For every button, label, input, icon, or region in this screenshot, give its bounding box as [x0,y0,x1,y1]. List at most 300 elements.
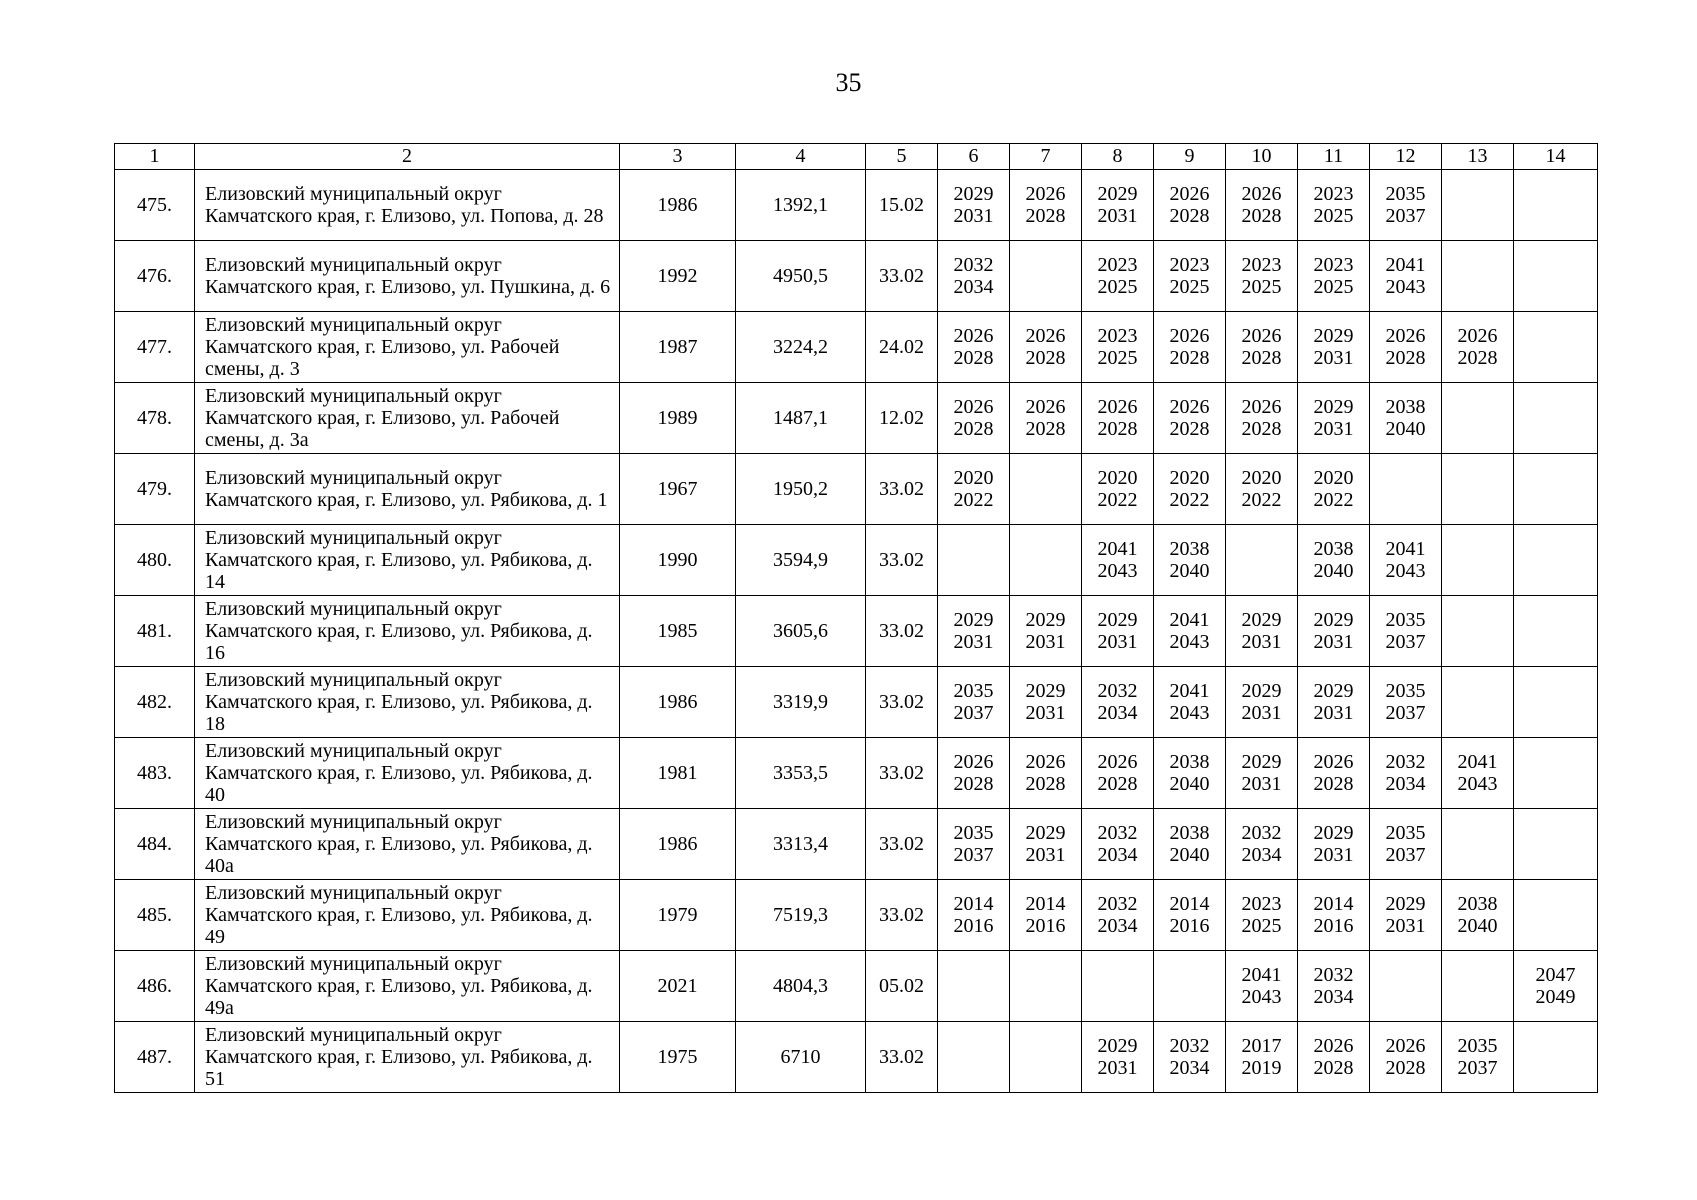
period-end-year: 2028 [1025,205,1066,227]
area-cell: 4804,3 [736,951,866,1022]
code-cell: 05.02 [866,951,938,1022]
period-start-year: 2041 [1385,254,1426,276]
period-start-year: 2029 [1313,396,1354,418]
period-start-year: 2029 [1097,183,1138,205]
period-cell [1298,596,1370,667]
year-built-cell: 1990 [620,525,736,596]
period-end-year: 2037 [953,702,994,724]
period-start-year: 2026 [1097,751,1138,773]
period-end-year: 2022 [1169,489,1210,511]
period-start-year: 2029 [1241,609,1282,631]
table-row [115,525,1598,596]
row-number-cell: 486. [115,951,195,1022]
period-end-year: 2040 [1385,418,1426,440]
period-cell [1082,170,1154,241]
period-end-year: 2025 [1169,276,1210,298]
period-end-year: 2028 [953,347,994,369]
period-cell [1226,951,1298,1022]
period-end-year: 2028 [1169,205,1210,227]
area-cell: 3224,2 [736,312,866,383]
period-cell [938,454,1010,525]
period-cell [1226,667,1298,738]
period-end-year: 2031 [1313,702,1354,724]
period-end-year: 2043 [1169,631,1210,653]
period-start-year: 2032 [1385,751,1426,773]
period-start-year: 2026 [1169,396,1210,418]
period-start-year: 2038 [1169,538,1210,560]
period-start-year: 2026 [1025,325,1066,347]
period-cell [1010,170,1082,241]
period-start-year: 2026 [1025,183,1066,205]
period-start-year: 2014 [1025,893,1066,915]
period-start-year: 2029 [1313,822,1354,844]
year-built-cell: 1967 [620,454,736,525]
period-end-year: 2022 [1241,489,1282,511]
page-number: 35 [835,68,862,97]
table-row [115,667,1598,738]
period-cell [938,738,1010,809]
period-end-year: 2022 [953,489,994,511]
period-end-year: 2034 [1097,915,1138,937]
period-start-year: 2041 [1169,609,1210,631]
period-cell [1514,880,1598,951]
period-start-year: 2029 [1313,325,1354,347]
period-start-year: 2023 [1313,254,1354,276]
period-end-year: 2037 [1385,702,1426,724]
period-end-year: 2028 [1241,347,1282,369]
code-cell: 33.02 [866,738,938,809]
period-start-year: 2023 [1313,183,1354,205]
period-cell [1370,454,1442,525]
year-built-cell: 1986 [620,170,736,241]
period-cell [1226,596,1298,667]
period-end-year: 2031 [1097,631,1138,653]
period-start-year: 2035 [1457,1035,1498,1057]
year-built-cell: 1992 [620,241,736,312]
year-built-cell: 1989 [620,383,736,454]
period-cell [1442,738,1514,809]
period-end-year: 2040 [1169,560,1210,582]
period-start-year: 2029 [1025,680,1066,702]
period-cell [1442,951,1514,1022]
period-end-year: 2031 [1241,773,1282,795]
period-cell [1442,596,1514,667]
period-end-year: 2028 [1385,1057,1426,1079]
period-cell [1226,525,1298,596]
period-start-year: 2032 [1097,680,1138,702]
period-end-year: 2031 [1097,1057,1138,1079]
period-end-year: 2031 [1241,631,1282,653]
period-cell [1154,809,1226,880]
period-end-year: 2031 [1025,631,1066,653]
period-cell [1442,383,1514,454]
period-start-year: 2029 [1025,822,1066,844]
period-cell [1010,738,1082,809]
period-cell [1442,809,1514,880]
row-number-cell: 475. [115,170,195,241]
period-end-year: 2043 [1385,560,1426,582]
period-start-year: 2023 [1169,254,1210,276]
period-start-year: 2032 [1169,1035,1210,1057]
period-end-year: 2022 [1097,489,1138,511]
period-end-year: 2031 [953,631,994,653]
period-start-year: 2026 [1457,325,1498,347]
address-cell: Елизовский муниципальный округ Камчатского края, г. Елизово, ул. Рябикова, д. 49а [195,951,620,1022]
period-end-year: 2028 [1241,418,1282,440]
column-header: 12 [1370,144,1442,170]
period-start-year: 2023 [1241,893,1282,915]
column-header: 5 [866,144,938,170]
period-end-year: 2037 [1385,205,1426,227]
area-cell: 3353,5 [736,738,866,809]
period-cell [1082,880,1154,951]
period-start-year: 2026 [1025,396,1066,418]
period-cell [1082,312,1154,383]
area-cell: 6710 [736,1022,866,1093]
period-end-year: 2034 [1313,986,1354,1008]
period-cell [1298,525,1370,596]
address-cell: Елизовский муниципальный округ Камчатского края, г. Елизово, ул. Рябикова, д. 49 [195,880,620,951]
period-cell [1010,880,1082,951]
period-cell [1514,241,1598,312]
period-cell [1010,241,1082,312]
period-cell [1442,667,1514,738]
period-start-year: 2020 [1169,467,1210,489]
period-cell [1226,809,1298,880]
period-start-year: 2035 [953,680,994,702]
period-cell [1298,312,1370,383]
period-cell [1082,525,1154,596]
address-cell: Елизовский муниципальный округ Камчатского края, г. Елизово, ул. Рабочей смены, д. 3 [195,312,620,383]
period-end-year: 2028 [1457,347,1498,369]
table-row [115,312,1598,383]
period-end-year: 2043 [1097,560,1138,582]
period-cell [938,312,1010,383]
period-cell [1154,383,1226,454]
period-cell [1514,454,1598,525]
period-start-year: 2032 [1097,822,1138,844]
year-built-cell: 1986 [620,667,736,738]
period-cell [1442,241,1514,312]
period-cell [1370,525,1442,596]
period-end-year: 2025 [1313,276,1354,298]
column-header: 7 [1010,144,1082,170]
period-cell [1154,241,1226,312]
period-cell [1442,454,1514,525]
period-end-year: 2034 [1097,702,1138,724]
period-cell [1370,241,1442,312]
year-built-cell: 1981 [620,738,736,809]
period-end-year: 2034 [1385,773,1426,795]
period-cell [1082,951,1154,1022]
row-number-cell: 482. [115,667,195,738]
period-end-year: 2028 [1385,347,1426,369]
period-cell [1442,880,1514,951]
period-end-year: 2019 [1241,1057,1282,1079]
period-start-year: 2029 [953,609,994,631]
period-end-year: 2025 [1313,205,1354,227]
period-end-year: 2031 [1025,702,1066,724]
period-cell [938,809,1010,880]
period-cell [1226,383,1298,454]
column-header: 13 [1442,144,1514,170]
period-cell [1082,738,1154,809]
code-cell: 15.02 [866,170,938,241]
period-cell [1514,312,1598,383]
row-number-cell: 477. [115,312,195,383]
column-header: 4 [736,144,866,170]
period-cell [1010,596,1082,667]
header-row [115,144,1598,170]
period-cell [1154,525,1226,596]
period-cell [1514,809,1598,880]
period-end-year: 2031 [1025,844,1066,866]
period-cell [938,951,1010,1022]
period-cell [938,596,1010,667]
period-cell [1370,738,1442,809]
code-cell: 33.02 [866,525,938,596]
period-cell [1442,525,1514,596]
period-start-year: 2023 [1097,325,1138,347]
address-cell: Елизовский муниципальный округ Камчатского края, г. Елизово, ул. Попова, д. 28 [195,170,620,241]
period-cell [1442,312,1514,383]
code-cell: 24.02 [866,312,938,383]
period-end-year: 2025 [1241,915,1282,937]
period-start-year: 2026 [953,325,994,347]
address-cell: Елизовский муниципальный округ Камчатского края, г. Елизово, ул. Рябикова, д. 14 [195,525,620,596]
period-cell [938,241,1010,312]
address-cell: Елизовский муниципальный округ Камчатского края, г. Елизово, ул. Рябикова, д. 51 [195,1022,620,1093]
period-start-year: 2026 [1313,1035,1354,1057]
period-start-year: 2038 [1169,822,1210,844]
row-number-cell: 484. [115,809,195,880]
period-end-year: 2028 [953,418,994,440]
period-cell [1298,809,1370,880]
period-cell [1514,525,1598,596]
period-cell [1154,1022,1226,1093]
period-cell [1514,951,1598,1022]
period-end-year: 2031 [1313,631,1354,653]
period-cell [1010,809,1082,880]
period-end-year: 2031 [1385,915,1426,937]
period-cell [1370,170,1442,241]
area-cell: 3313,4 [736,809,866,880]
period-cell [1226,880,1298,951]
period-cell [1514,1022,1598,1093]
period-start-year: 2041 [1241,964,1282,986]
period-start-year: 2023 [1241,254,1282,276]
period-end-year: 2037 [1457,1057,1498,1079]
address-cell: Елизовский муниципальный округ Камчатского края, г. Елизово, ул. Рябикова, д. 1 [195,454,620,525]
period-start-year: 2020 [1241,467,1282,489]
period-end-year: 2028 [1313,773,1354,795]
period-end-year: 2031 [1313,844,1354,866]
area-cell: 3594,9 [736,525,866,596]
period-cell [1154,951,1226,1022]
period-cell [1082,241,1154,312]
table-row [115,383,1598,454]
period-start-year: 2029 [1097,609,1138,631]
period-cell [1154,880,1226,951]
column-header: 1 [115,144,195,170]
period-cell [1154,738,1226,809]
period-start-year: 2014 [953,893,994,915]
table-row [115,738,1598,809]
code-cell: 33.02 [866,1022,938,1093]
period-end-year: 2037 [1385,844,1426,866]
period-cell [1298,880,1370,951]
period-start-year: 2026 [1241,396,1282,418]
row-number-cell: 483. [115,738,195,809]
period-cell [1226,1022,1298,1093]
period-cell [1010,383,1082,454]
row-number-cell: 487. [115,1022,195,1093]
period-end-year: 2016 [1169,915,1210,937]
area-cell: 1950,2 [736,454,866,525]
period-start-year: 2029 [1241,680,1282,702]
area-cell: 4950,5 [736,241,866,312]
period-start-year: 2032 [1097,893,1138,915]
column-header: 2 [195,144,620,170]
table-row [115,170,1598,241]
period-end-year: 2016 [1313,915,1354,937]
period-end-year: 2037 [1385,631,1426,653]
period-start-year: 2029 [1025,609,1066,631]
address-cell: Елизовский муниципальный округ Камчатского края, г. Елизово, ул. Рябикова, д. 40а [195,809,620,880]
row-number-cell: 478. [115,383,195,454]
table-row [115,454,1598,525]
area-cell: 3319,9 [736,667,866,738]
period-start-year: 2038 [1169,751,1210,773]
column-header: 11 [1298,144,1370,170]
period-start-year: 2014 [1169,893,1210,915]
period-start-year: 2047 [1535,964,1576,986]
period-start-year: 2026 [1241,183,1282,205]
period-cell [1082,454,1154,525]
year-built-cell: 1985 [620,596,736,667]
period-start-year: 2026 [953,396,994,418]
period-cell [1226,312,1298,383]
address-cell: Елизовский муниципальный округ Камчатского края, г. Елизово, ул. Рябикова, д. 18 [195,667,620,738]
period-cell [1010,1022,1082,1093]
period-cell [1298,1022,1370,1093]
period-end-year: 2028 [953,773,994,795]
code-cell: 33.02 [866,880,938,951]
period-cell [1010,454,1082,525]
period-end-year: 2028 [1025,347,1066,369]
period-start-year: 2035 [1385,680,1426,702]
period-end-year: 2031 [953,205,994,227]
period-cell [1298,738,1370,809]
period-cell [1226,170,1298,241]
period-end-year: 2025 [1097,347,1138,369]
period-end-year: 2043 [1169,702,1210,724]
register-table [114,143,1598,1093]
period-end-year: 2040 [1313,560,1354,582]
period-start-year: 2029 [1313,609,1354,631]
period-end-year: 2028 [1313,1057,1354,1079]
period-cell [1298,667,1370,738]
period-cell [1226,241,1298,312]
column-header: 9 [1154,144,1226,170]
period-start-year: 2035 [1385,183,1426,205]
period-cell [938,525,1010,596]
period-end-year: 2028 [1241,205,1282,227]
period-end-year: 2037 [953,844,994,866]
period-cell [1082,809,1154,880]
period-cell [1370,596,1442,667]
period-cell [1298,951,1370,1022]
period-start-year: 2032 [1241,822,1282,844]
year-built-cell: 1987 [620,312,736,383]
period-start-year: 2026 [1241,325,1282,347]
period-cell [1514,596,1598,667]
column-header: 14 [1514,144,1598,170]
row-number-cell: 476. [115,241,195,312]
period-cell [938,170,1010,241]
code-cell: 33.02 [866,454,938,525]
period-start-year: 2032 [953,254,994,276]
period-end-year: 2043 [1241,986,1282,1008]
address-cell: Елизовский муниципальный округ Камчатского края, г. Елизово, ул. Рябикова, д. 16 [195,596,620,667]
table-row [115,880,1598,951]
period-start-year: 2038 [1385,396,1426,418]
period-end-year: 2025 [1241,276,1282,298]
period-start-year: 2023 [1097,254,1138,276]
period-start-year: 2035 [1385,609,1426,631]
period-cell [1514,667,1598,738]
code-cell: 33.02 [866,667,938,738]
period-cell [1082,667,1154,738]
period-start-year: 2026 [1169,183,1210,205]
area-cell: 1487,1 [736,383,866,454]
area-cell: 7519,3 [736,880,866,951]
period-end-year: 2040 [1169,844,1210,866]
table-row [115,241,1598,312]
period-cell [1154,667,1226,738]
period-start-year: 2026 [1097,396,1138,418]
period-start-year: 2038 [1313,538,1354,560]
period-cell [1370,809,1442,880]
code-cell: 33.02 [866,596,938,667]
period-end-year: 2034 [1097,844,1138,866]
period-end-year: 2028 [1097,418,1138,440]
year-built-cell: 1979 [620,880,736,951]
period-end-year: 2043 [1457,773,1498,795]
table-row [115,809,1598,880]
column-header: 8 [1082,144,1154,170]
period-start-year: 2020 [1313,467,1354,489]
period-start-year: 2020 [1097,467,1138,489]
period-end-year: 2028 [1097,773,1138,795]
period-end-year: 2049 [1535,986,1576,1008]
period-end-year: 2040 [1457,915,1498,937]
table-row [115,951,1598,1022]
period-end-year: 2025 [1097,276,1138,298]
period-start-year: 2041 [1457,751,1498,773]
period-start-year: 2026 [1385,1035,1426,1057]
year-built-cell: 1986 [620,809,736,880]
code-cell: 33.02 [866,241,938,312]
period-cell [1298,241,1370,312]
period-cell [1226,454,1298,525]
period-end-year: 2016 [1025,915,1066,937]
column-header: 3 [620,144,736,170]
period-start-year: 2026 [1025,751,1066,773]
period-end-year: 2031 [1313,347,1354,369]
period-start-year: 2014 [1313,893,1354,915]
period-end-year: 2031 [1241,702,1282,724]
